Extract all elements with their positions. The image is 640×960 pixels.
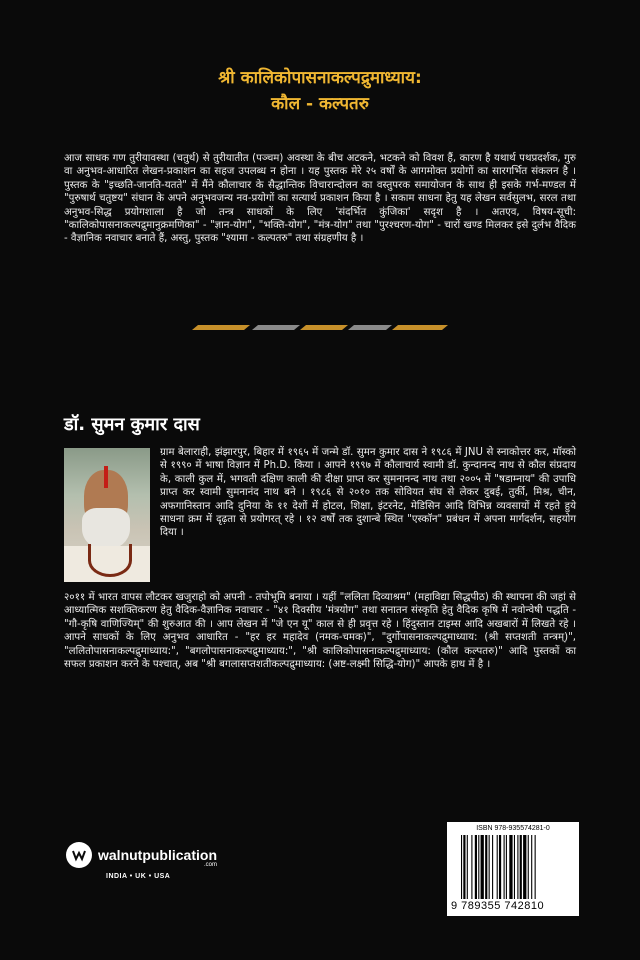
isbn-label: ISBN 978-935574281-0 [476, 825, 550, 832]
author-bio-full: २०११ में भारत वापस लौटकर खजुराहो को अपनी - तपोभूमि बनाया । यहीं "ललिता दिव्याश्रम" (महाविद्या सिद्धपीठ) की स्थापना की जहां से आध्यात्मिक सशक्तिकरण हेतु वैदिक-वैज्ञानिक नवाचार - "४१ दिवसीय 'मंत्रयोग" तथा सनातन संस्कृति हेतु वैदिक कृषि में नवोन्वेषी पद्धति - "गौ-कृषि वाणिज्यिम्" की शुरुआत की । आप लेखन में "जे एन यू" काल से ही प्रवृत्त रहे । हिंदुस्तान टाइम्स आदि अखबारों में लिखते रहे । आपने साधकों के लिए अनुभव आधारित - "हर हर महादेव (नमक-चमक)", "दुर्गोपासनाकल्पद्रुमाध्याय: (श्री सप्तशती तन्त्रम्)", "ललितोपासनाकल्पद्रुमाध्याय:", "बगलोपासनाकल्पद्रुमाध्याय:", "श्री कालिकोपासनाकल्पद्रुमाध्याय: (कौल कल्पतरु)" आदि पुस्तकों का सफल प्रकाशन करने के पश्चात्, अब "श्री बगलासप्तशतीकल्पद्रुमाध्याय: (अष्ट-लक्ष्मी सिद्धि-योग)" आपके हाथ में है । [64, 592, 576, 671]
publisher-name [98, 847, 217, 868]
decorative-divider [192, 325, 448, 330]
barcode-bar [523, 835, 526, 899]
barcode-bar [506, 835, 507, 899]
divider-segment [348, 325, 392, 330]
publisher-regions: INDIA • UK • USA [106, 873, 171, 880]
walnut-publication-logo-icon [66, 842, 92, 868]
divider-segment [192, 325, 250, 330]
publisher-domain-suffix: .com [203, 862, 217, 868]
isbn-barcode-box [447, 822, 579, 916]
barcode-digits: 9 789355 742810 [451, 900, 545, 912]
barcode-bar [514, 835, 515, 899]
barcode-bar [489, 835, 490, 899]
barcode-bar [535, 835, 536, 899]
barcode-bar [461, 835, 462, 899]
barcode-bar [509, 835, 512, 899]
barcode-icon [461, 835, 565, 899]
barcode-bar [492, 835, 493, 899]
barcode-bar [485, 835, 487, 899]
divider-segment [300, 325, 348, 330]
barcode-bar [517, 835, 518, 899]
divider-segment [392, 325, 448, 330]
barcode-bar [471, 835, 472, 899]
book-title-line-1: श्री कालिकोपासनाकल्पद्रुमाध्याय: [218, 68, 422, 88]
book-title-line-2: कौल - कल्पतरु [271, 94, 369, 114]
divider-segment [252, 325, 300, 330]
barcode-bar [520, 835, 522, 899]
author-name: डॉ. सुमन कुमार दास [64, 414, 200, 435]
barcode-bar [463, 835, 465, 899]
author-bio-side: ग्राम बेलाराही, झंझारपुर, बिहार में १९६५ में जन्मे डॉ. सुमन कुमार दास ने १९८६ में JNU से स्नाकोत्तर कर, मॉस्को से १९९० में भाषा विज्ञान में Ph.D. किया । आपने १९९७ में कौलाचार्य स्वामी डॉ. कुन्दानन्द नाथ से कौल संप्रदाय के, काली कुल में, भगवती दक्षिण काली की दीक्षा प्राप्त कर सुमनानन्द नाथ तथा २००५ में "षडाम्नाय" की उपाधि प्राप्त कर स्वामी सुमनानंद नाथ बने । १९८६ से २०१० तक सोवियत संघ से लेकर दुबई, तुर्की, मिश्र, चीन, अफगानिस्तान आदि दुनिया के ११ देशों में होटल, शिक्षा, इंटरनेट, मेडिसिन आदि विभिन्न व्यवसायों में रहते हुये साधना क्रम में दृढ़ता से प्रयोगरत् रहे । १२ वर्षों तक दुशान्बे स्थित "एस्कॉन" प्रबंधन में अपना मार्गदर्शन, सहयोग दिया । [160, 447, 576, 539]
publisher-logo [66, 842, 217, 868]
barcode-bar [467, 835, 468, 899]
logo-mark-glyph [70, 846, 88, 864]
barcode-bar [475, 835, 477, 899]
author-tilak [104, 466, 108, 488]
author-photo [64, 448, 150, 582]
barcode-bar [499, 835, 501, 899]
barcode-bar [531, 835, 532, 899]
publisher-name-text: walnutpublication [98, 847, 217, 863]
barcode-bar [481, 835, 484, 899]
barcode-bar [478, 835, 479, 899]
barcode-bar [497, 835, 498, 899]
barcode-bar [528, 835, 529, 899]
author-beads [88, 544, 132, 577]
book-blurb: आज साधक गण तुरीयावस्था (चतुर्थ) से तुरीयातीत (पञ्चम) अवस्था के बीच अटकने, भटकने को विवश हैं, कारण है यथार्थ पथप्रदर्शक, गुरु वा अनुभव-आधारित लेखन-प्रकाशन का सहज उपलब्ध न होना । यह पुस्तक मेरे २५ वर्षों के आगमोक्त प्रयोगों का सारगर्भित संकलन है । पुस्तक के "इच्छति-जानति-यतते" में मैंने कौलाचार के सैद्धान्तिक विचारान्दोलन का वस्तुपरक समायोजन के साथ ही इसके गर्भ-मण्डल में "पुरुषार्थ चतुष्टय" संधान के अपने अनुभवजन्य नव-प्रयोगों का सत्यार्थ प्रकाशन किया है । सकाम साधना हेतु यह लेखन सर्वसुलभ, सरल तथा अनुभव-सिद्ध प्रयोगशाला है जो तन्त्र साधकों के लिए 'संदर्भित कुंजिका' सदृश है । अतएव, विषय-सूची: "कालिकोपासनाकल्पद्रुमानुक्रमणिका" - "ज्ञान-योग", "भक्ति-योग", "मंत्र-योग" तथा "पुरश्चरण-योग" - चारों खण्ड मिलकर इसे दुर्लभ वैदिक - वैज्ञानिक नवाचार बनाते हैं, अस्तु, पुस्तक "श्यामा - कल्पतरु" तथा संग्रहणीय है । [64, 153, 576, 245]
barcode-bar [504, 835, 505, 899]
